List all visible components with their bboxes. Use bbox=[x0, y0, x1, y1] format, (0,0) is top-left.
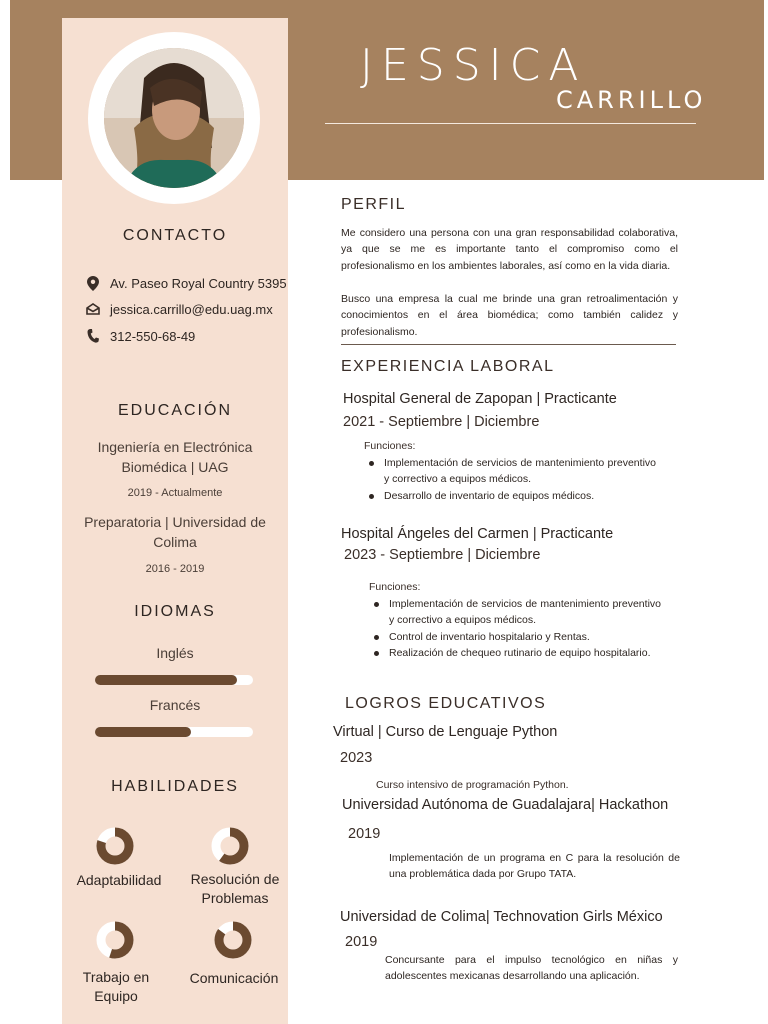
name-divider bbox=[325, 123, 696, 124]
achievement-description: Concursante para el impulso tecnológico en niñas y adolescentes mexicanas desarrollando una aplicación. bbox=[385, 954, 678, 983]
education-item-title: Preparatoria | Universidad de Colima bbox=[84, 514, 266, 550]
phone-icon bbox=[84, 328, 102, 344]
achievement-year: 2023 bbox=[340, 750, 373, 766]
achievement-year: 2019 bbox=[348, 826, 381, 842]
skill-label: Comunicación bbox=[189, 970, 279, 986]
skill-level-ring bbox=[96, 827, 134, 865]
contact-email[interactable] bbox=[84, 301, 273, 317]
skill-label: Adaptabilidad bbox=[76, 872, 162, 888]
experience-heading: EXPERIENCIA LABORAL bbox=[341, 358, 555, 375]
functions-label: Funciones: bbox=[369, 581, 421, 593]
language-level-bar bbox=[95, 675, 253, 685]
achievement-title: Virtual | Curso de Lenguaje Python bbox=[333, 724, 558, 740]
skill-level-ring bbox=[211, 827, 249, 865]
list-item: Implementación de servicios de mantenimiento preventivo y correctivo a equipos médicos. bbox=[369, 596, 661, 629]
list-item: Desarrollo de inventario de equipos médicos. bbox=[364, 488, 656, 504]
profile-divider bbox=[341, 344, 676, 345]
list-item: Implementación de servicios de mantenimiento preventivo y correctivo a equipos médicos. bbox=[364, 455, 656, 488]
achievements-heading: LOGROS EDUCATIVOS bbox=[345, 695, 547, 712]
language-level-fill bbox=[95, 727, 191, 737]
name-first: JESSICA bbox=[360, 40, 587, 91]
skill-label: Resolución de Problemas bbox=[190, 871, 280, 906]
job-title: Hospital General de Zapopan | Practicante bbox=[343, 391, 617, 407]
functions-list bbox=[369, 596, 661, 661]
language-level-bar bbox=[95, 727, 253, 737]
contact-phone[interactable] bbox=[84, 328, 195, 344]
profile-paragraph: Me considero una persona con una gran responsabilidad colaborativa, ya que se me es importante tanto el compromiso como el profesionalismo en los ambientes laborales, así como en la vida diaria. bbox=[341, 227, 678, 272]
location-pin-icon bbox=[84, 275, 102, 291]
skill-label: Trabajo en Equipo bbox=[82, 969, 150, 1004]
profile-heading: PERFIL bbox=[341, 196, 407, 213]
education-heading: EDUCACIÓN bbox=[117, 402, 232, 419]
name-last: CARRILLO bbox=[556, 86, 707, 114]
job-dates: 2023 - Septiembre | Diciembre bbox=[344, 547, 541, 563]
education-item-dates: 2016 - 2019 bbox=[145, 563, 205, 575]
language-name: Inglés bbox=[156, 645, 194, 661]
phone-text[interactable]: 312-550-68-49 bbox=[110, 328, 196, 344]
list-item: Realización de chequeo rutinario de equipo hospitalario. bbox=[369, 645, 661, 661]
achievement-title: Universidad Autónoma de Guadalajara| Hackathon bbox=[342, 797, 669, 813]
email-link[interactable]: jessica.carrillo@edu.uag.mx bbox=[110, 301, 273, 317]
functions-list bbox=[364, 455, 656, 504]
job-title: Hospital Ángeles del Carmen | Practicante bbox=[341, 526, 614, 542]
functions-label: Funciones: bbox=[364, 440, 416, 452]
education-item-title: Ingeniería en Electrónica Biomédica | UAG bbox=[97, 439, 253, 475]
skill-level-ring bbox=[214, 921, 252, 959]
contact-address bbox=[84, 275, 287, 291]
profile-photo bbox=[104, 48, 244, 188]
education-item-dates: 2019 - Actualmente bbox=[127, 487, 223, 499]
language-name: Francés bbox=[149, 697, 201, 713]
languages-heading: IDIOMAS bbox=[134, 603, 216, 620]
achievement-year: 2019 bbox=[345, 934, 378, 950]
language-level-fill bbox=[95, 675, 237, 685]
address-text: Av. Paseo Royal Country 5395 bbox=[110, 275, 287, 291]
skill-level-ring bbox=[96, 921, 134, 959]
skills-heading: HABILIDADES bbox=[111, 778, 239, 795]
achievement-description: Implementación de un programa en C para la resolución de una problemática dada por Grupo TATA. bbox=[389, 852, 680, 881]
achievement-description: Curso intensivo de programación Python. bbox=[376, 779, 569, 791]
list-item: Control de inventario hospitalario y Rentas. bbox=[369, 629, 661, 645]
envelope-icon bbox=[84, 301, 102, 317]
achievement-title: Universidad de Colima| Technovation Girls México bbox=[340, 909, 663, 925]
job-dates: 2021 - Septiembre | Diciembre bbox=[343, 414, 540, 430]
profile-paragraph: Busco una empresa la cual me brinde una gran retroalimentación y conocimientos en el área biomédica; como también calidez y profesionalismo. bbox=[341, 293, 678, 338]
contact-heading: CONTACTO bbox=[122, 227, 228, 244]
